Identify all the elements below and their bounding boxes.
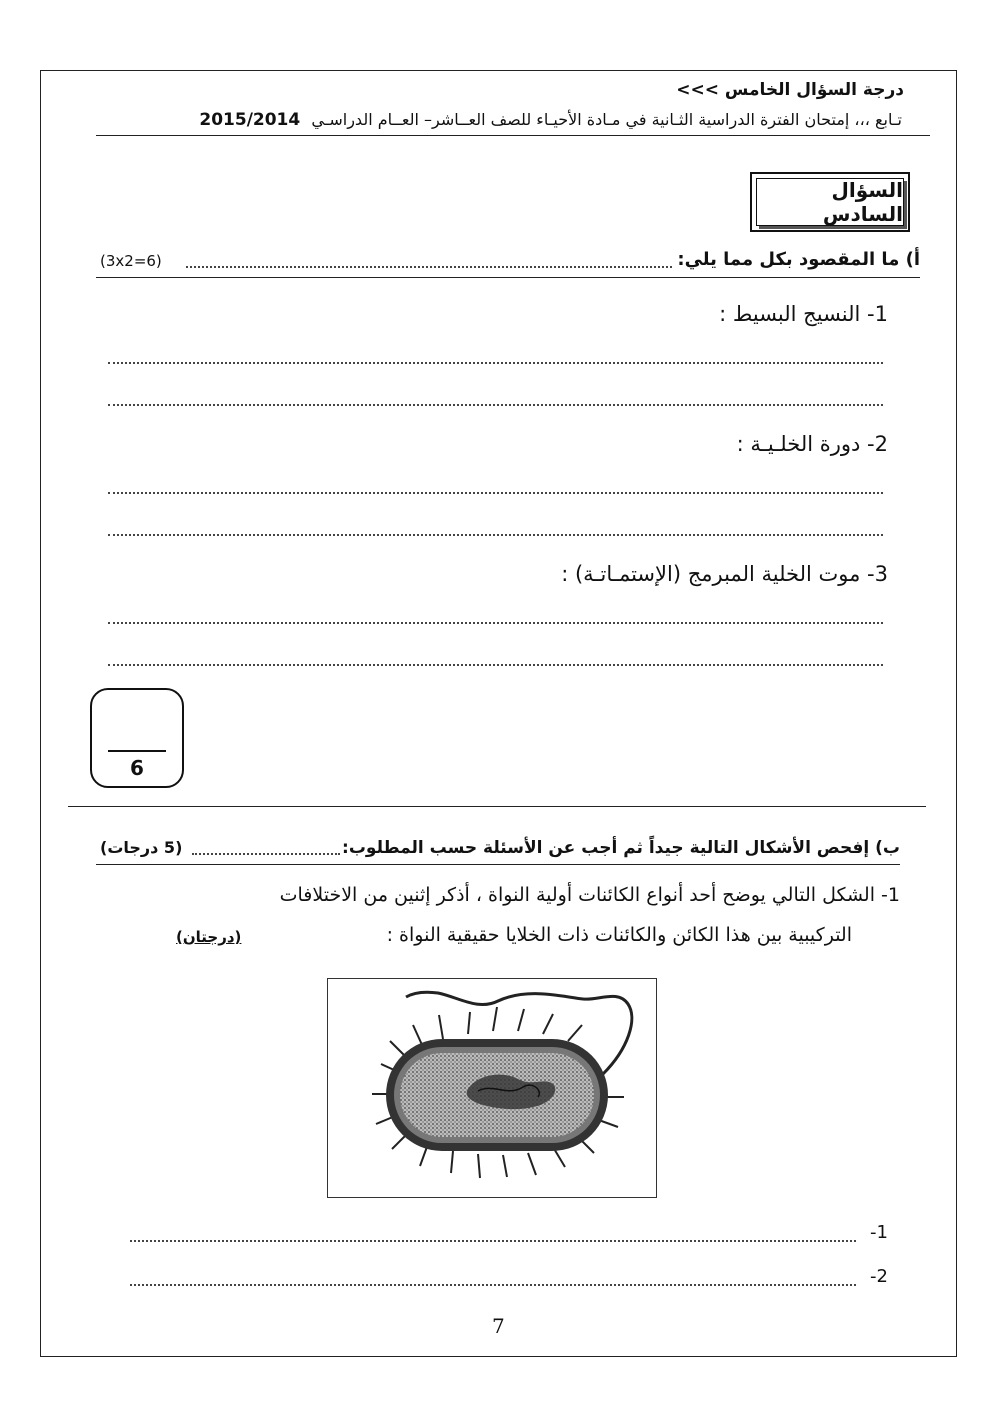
q1-line-2: التركيبية بين هذا الكائن والكائنات ذات الخلايا حقيقية النواة : — [386, 924, 852, 946]
q1-marks: (درجتان) — [176, 928, 242, 946]
exam-year: 2015/2014 — [199, 110, 301, 130]
answer-line-1[interactable] — [130, 1240, 856, 1242]
item-3-answer-line-2[interactable] — [108, 664, 883, 666]
part-b-label: ب) إفحص الأشكال التالية جيداً ثم أجب عن الأسئلة حسب المطلوب: — [342, 838, 900, 858]
part-a-marks: (3x2=6) — [100, 252, 162, 270]
item-1-answer-line-1[interactable] — [108, 362, 883, 364]
part-a-label: أ) ما المقصود بكل مما يلي: — [677, 249, 920, 270]
answer-line-2[interactable] — [130, 1284, 856, 1286]
item-2-label: 2- دورة الخلـيـة : — [736, 432, 888, 456]
exam-header-text: تـابع ،،، إمتحان الفترة الدراسية الثـانية في مـادة الأحيـاء للصف العــاشر– العــام الدراسـي — [311, 110, 902, 129]
part-a-heading — [677, 249, 920, 270]
score-total: 6 — [130, 756, 144, 780]
part-a-dots — [186, 266, 672, 268]
question-title: السؤال السادس — [756, 178, 904, 226]
item-3-label: 3- موت الخلية المبرمج (الإستمـاتـة) : — [561, 562, 888, 586]
item-1-answer-line-2[interactable] — [108, 404, 883, 406]
section-divider — [68, 806, 926, 807]
part-b-marks: (5 درجات) — [100, 838, 183, 857]
item-1-label: 1- النسيج البسيط : — [719, 302, 888, 326]
q1-line-1: 1- الشكل التالي يوضح أحد أنواع الكائنات أولية النواة ، أذكر إثنين من الاختلافات — [279, 884, 900, 906]
exam-header — [199, 110, 902, 130]
part-b-rule — [96, 864, 900, 865]
answer-2-label: 2- — [870, 1266, 888, 1287]
page-number: 7 — [492, 1314, 505, 1338]
item-3-answer-line-1[interactable] — [108, 622, 883, 624]
previous-question-score: درجة السؤال الخامس >>> — [676, 80, 904, 100]
part-b-heading — [342, 838, 900, 858]
bacterium-icon — [328, 979, 655, 1196]
part-b-dots — [192, 853, 340, 855]
score-line — [108, 750, 166, 752]
answer-1-label: 1- — [870, 1222, 888, 1243]
header-rule — [96, 135, 930, 136]
bacterium-figure — [327, 978, 657, 1198]
part-a-rule — [96, 277, 920, 278]
score-box — [90, 688, 184, 788]
item-2-answer-line-1[interactable] — [108, 492, 883, 494]
question-title-box — [750, 172, 910, 232]
item-2-answer-line-2[interactable] — [108, 534, 883, 536]
